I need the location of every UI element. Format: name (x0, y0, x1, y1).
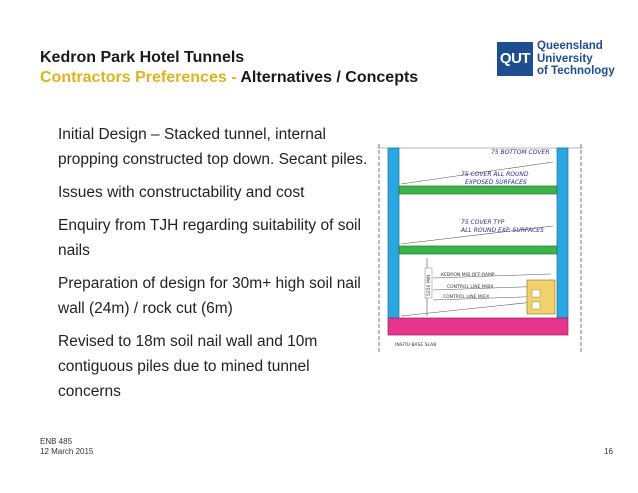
upper-slab (399, 186, 557, 194)
annotation-cover-all-round: 75 COVER ALL ROUND (461, 171, 529, 178)
control-label-1: CONTROL LINE M/BX (447, 285, 494, 290)
logo-line-1: Queensland (537, 40, 603, 52)
kedron-label: KEDRON M/B OFF-RAMP (441, 273, 495, 278)
qut-logo (497, 40, 617, 80)
base-slab (388, 318, 568, 335)
annotation-all-round-exp: ALL ROUND EXP. SURFACES (461, 227, 544, 234)
middle-slab (399, 246, 557, 254)
logo-line-3: of Technology (537, 65, 615, 77)
bullet-item: Initial Design – Stacked tunnel, internal propping constructed top down. Secant piles. (58, 126, 368, 168)
bullet-item: Preparation of design for 30m+ high soil nail wall (24m) / rock cut (6m) (58, 275, 361, 317)
qut-logo-text (537, 40, 615, 78)
base-slab-label: INSITU BASE SLAB (395, 343, 437, 348)
subtitle-accent: Contractors Preferences - (40, 69, 241, 86)
qut-logo-mark: QUT (497, 42, 533, 76)
annotation-cover-typ: 75 COVER TYP (461, 219, 505, 226)
control-label-2: CONTROL LINE M/EX (443, 295, 490, 300)
footer (40, 437, 93, 457)
tunnel-cross-section-drawing (375, 140, 585, 368)
left-wall (388, 148, 399, 318)
annotation-exposed-surfaces: EXPOSED SURFACES (465, 179, 527, 186)
logo-line-2: University (537, 52, 593, 65)
bullet-item: Issues with constructability and cost (58, 184, 305, 201)
service-box-panel-1 (532, 290, 540, 297)
page-number: 16 (604, 447, 613, 456)
bullet-item: Enquiry from TJH regarding suitability of soil nails (58, 217, 361, 259)
subtitle-rest: Alternatives / Concepts (240, 69, 419, 86)
bullet-list (58, 122, 368, 412)
dimension-label: 5250 MIN (427, 274, 432, 296)
service-box (527, 280, 555, 314)
slide-subtitle (40, 69, 418, 87)
annotation-bottom-cover: 75 BOTTOM COVER (491, 149, 550, 156)
footer-date: 12 March 2015 (40, 447, 94, 456)
service-box-panel-2 (532, 302, 540, 309)
right-wall (557, 148, 568, 318)
bullet-item: Revised to 18m soil nail wall and 10m contiguous piles due to mined tunnel concerns (58, 333, 318, 400)
slide-title: Kedron Park Hotel Tunnels (40, 49, 245, 66)
footer-course: ENB 485 (40, 437, 73, 446)
